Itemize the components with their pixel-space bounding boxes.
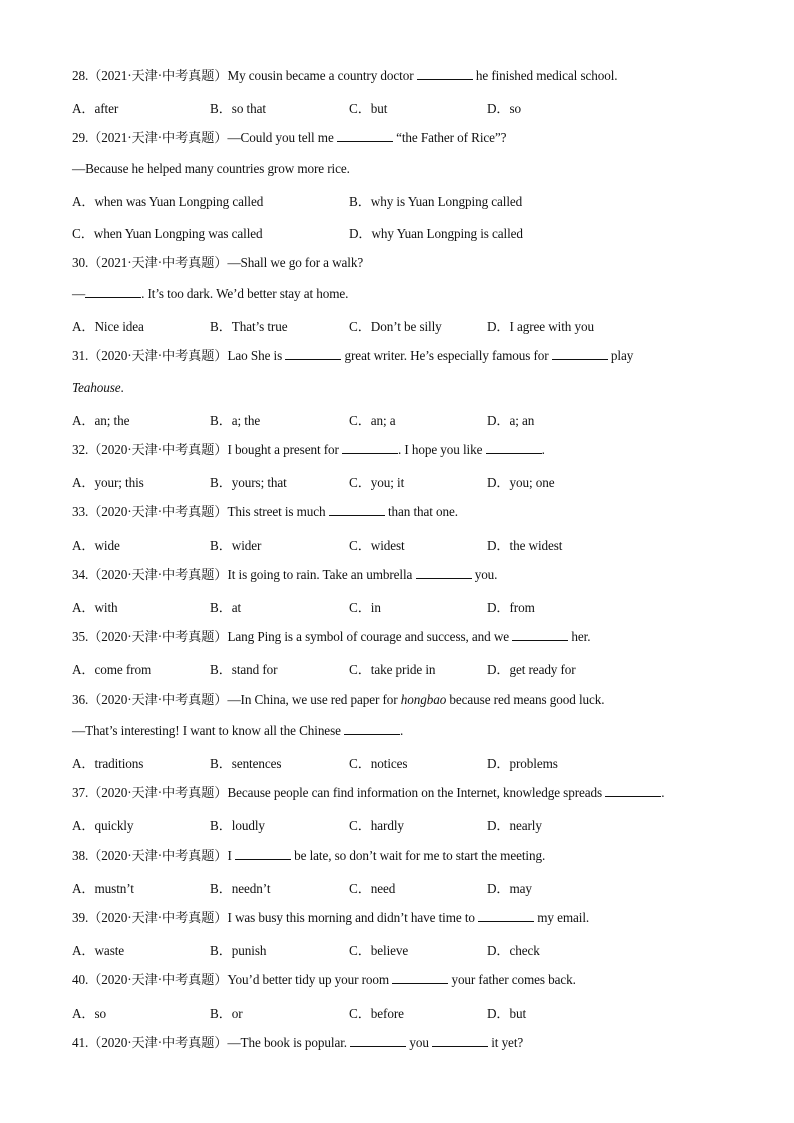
question-text: because red means good luck. (446, 692, 605, 707)
option-b: B．a; the (210, 413, 261, 428)
option-c: C．Don’t be silly (349, 319, 442, 334)
question-text: . (541, 442, 545, 457)
question-text: . (661, 785, 665, 800)
question-prefix: 34.（2020·天津·中考真题） (72, 567, 228, 582)
option-b: B．loudly (210, 818, 265, 833)
question-prefix: 41.（2020·天津·中考真题） (72, 1035, 228, 1050)
question-text: Lao She is (227, 348, 286, 363)
answer-blank (285, 347, 341, 360)
dialogue-dash: — (72, 286, 86, 301)
answer-blank (552, 347, 608, 360)
question-prefix: 32.（2020·天津·中考真题） (72, 442, 228, 457)
answer-blank (512, 628, 568, 641)
dialogue-line (72, 285, 348, 303)
question-38 (72, 847, 545, 865)
question-35 (72, 628, 590, 646)
question-39 (72, 909, 589, 927)
question-text: You’d better tidy up your room (227, 972, 393, 987)
option-c: C．an; a (349, 413, 396, 428)
option-c: C．when Yuan Longping was called (72, 226, 263, 241)
question-30 (72, 254, 363, 272)
option-b: B．yours; that (210, 475, 287, 490)
question-text: my email. (534, 910, 590, 925)
option-c: C．you; it (349, 475, 405, 490)
dialogue-line (72, 722, 403, 740)
question-text: “the Father of Rice”? (392, 130, 507, 145)
answer-blank (392, 971, 448, 984)
answer-blank (486, 441, 542, 454)
question-text: Lang Ping is a symbol of courage and success, and we (227, 629, 513, 644)
question-prefix: 36.（2020·天津·中考真题） (72, 692, 228, 707)
question-prefix: 29.（2021·天津·中考真题） (72, 130, 228, 145)
question-text: be late, so don’t wait for me to start the meeting. (290, 848, 546, 863)
answer-blank (342, 441, 398, 454)
question-text: he finished medical school. (472, 68, 618, 83)
question-prefix: 40.（2020·天津·中考真题） (72, 972, 228, 987)
option-d: D．may (487, 881, 532, 896)
option-b: B．needn’t (210, 881, 271, 896)
question-prefix: 31.（2020·天津·中考真题） (72, 348, 228, 363)
option-c: C．hardly (349, 818, 404, 833)
option-a: A．your; this (72, 475, 144, 490)
option-d: D．check (487, 943, 540, 958)
option-a: A．waste (72, 943, 125, 958)
italic-term: hongbao (400, 692, 447, 707)
option-a: A．after (72, 101, 119, 116)
question-prefix: 33.（2020·天津·中考真题） (72, 504, 228, 519)
option-a: A．quickly (72, 818, 134, 833)
answer-blank (350, 1034, 406, 1047)
answer-blank (337, 129, 393, 142)
question-text: —The book is popular. (227, 1035, 351, 1050)
option-c: C．notices (349, 756, 408, 771)
question-40 (72, 971, 576, 989)
option-a: A．mustn’t (72, 881, 134, 896)
question-29 (72, 129, 506, 147)
option-a: A．with (72, 600, 118, 615)
question-text: I (227, 848, 235, 863)
question-text: it yet? (488, 1035, 524, 1050)
question-text: —In China, we use red paper for (227, 692, 401, 707)
answer-blank (478, 909, 534, 922)
option-b: B．punish (210, 943, 267, 958)
question-text: Because people can find information on the Internet, knowledge spreads (227, 785, 606, 800)
option-b: B．or (210, 1006, 243, 1021)
answer-blank (235, 847, 291, 860)
option-a: A．Nice idea (72, 319, 144, 334)
option-b: B．That’s true (210, 319, 288, 334)
question-text: . (120, 380, 124, 395)
option-b: B．wider (210, 538, 262, 553)
question-text: her. (568, 629, 591, 644)
option-d: D．nearly (487, 818, 542, 833)
question-text: than that one. (384, 504, 458, 519)
dialogue-text: —That’s interesting! I want to know all the Chinese (72, 723, 345, 738)
answer-blank (329, 503, 385, 516)
question-text: I bought a present for (227, 442, 342, 457)
answer-blank (344, 722, 400, 735)
option-d: D．why Yuan Longping is called (349, 226, 523, 241)
book-title: Teahouse (72, 380, 121, 395)
question-text: —Shall we go for a walk? (227, 255, 364, 270)
option-b: B．at (210, 600, 242, 615)
question-text: your father comes back. (448, 972, 576, 987)
option-d: D．you; one (487, 475, 555, 490)
question-text: This street is much (227, 504, 329, 519)
option-d: D．so (487, 101, 522, 116)
option-a: A．traditions (72, 756, 144, 771)
question-text: I was busy this morning and didn’t have time to (227, 910, 479, 925)
option-d: D．a; an (487, 413, 535, 428)
option-c: C．but (349, 101, 388, 116)
question-text: you (406, 1035, 433, 1050)
option-a: A．an; the (72, 413, 130, 428)
question-text: great writer. He’s especially famous for (341, 348, 552, 363)
question-prefix: 35.（2020·天津·中考真题） (72, 629, 228, 644)
option-c: C．before (349, 1006, 404, 1021)
answer-blank (432, 1034, 488, 1047)
answer-blank (417, 67, 473, 80)
option-d: D．I agree with you (487, 319, 594, 334)
dialogue-text: . It’s too dark. We’d better stay at home. (141, 286, 349, 301)
option-a: A．wide (72, 538, 120, 553)
option-a: A．when was Yuan Longping called (72, 194, 264, 209)
question-41 (72, 1034, 523, 1052)
answer-blank (85, 285, 141, 298)
question-text: It is going to rain. Take an umbrella (227, 567, 416, 582)
question-text: play (607, 348, 634, 363)
question-prefix: 38.（2020·天津·中考真题） (72, 848, 228, 863)
question-32 (72, 441, 545, 459)
option-d: D．problems (487, 756, 558, 771)
question-33 (72, 503, 458, 521)
question-text: . I hope you like (397, 442, 486, 457)
question-prefix: 37.（2020·天津·中考真题） (72, 785, 228, 800)
option-d: D．the widest (487, 538, 563, 553)
option-b: B．stand for (210, 662, 278, 677)
dialogue-line: —Because he helped many countries grow more rice. (72, 161, 350, 176)
option-c: C．believe (349, 943, 409, 958)
question-text: My cousin became a country doctor (227, 68, 417, 83)
option-b: B．sentences (210, 756, 282, 771)
question-37 (72, 784, 664, 802)
option-c: C．take pride in (349, 662, 436, 677)
option-c: C．in (349, 600, 381, 615)
option-c: C．widest (349, 538, 405, 553)
question-continuation (72, 379, 124, 397)
answer-blank (416, 566, 472, 579)
question-31 (72, 347, 633, 365)
option-d: D．but (487, 1006, 527, 1021)
dialogue-text: . (400, 723, 404, 738)
option-a: A．so (72, 1006, 107, 1021)
question-36 (72, 691, 604, 709)
option-a: A．come from (72, 662, 152, 677)
question-text: —Could you tell me (227, 130, 337, 145)
question-text: you. (471, 567, 498, 582)
option-c: C．need (349, 881, 396, 896)
question-34 (72, 566, 497, 584)
option-b: B．why is Yuan Longping called (349, 194, 523, 209)
question-28 (72, 67, 617, 85)
option-d: D．from (487, 600, 535, 615)
option-b: B．so that (210, 101, 266, 116)
answer-blank (605, 784, 661, 797)
question-prefix: 28.（2021·天津·中考真题） (72, 68, 228, 83)
question-prefix: 30.（2021·天津·中考真题） (72, 255, 228, 270)
question-prefix: 39.（2020·天津·中考真题） (72, 910, 228, 925)
option-d: D．get ready for (487, 662, 576, 677)
